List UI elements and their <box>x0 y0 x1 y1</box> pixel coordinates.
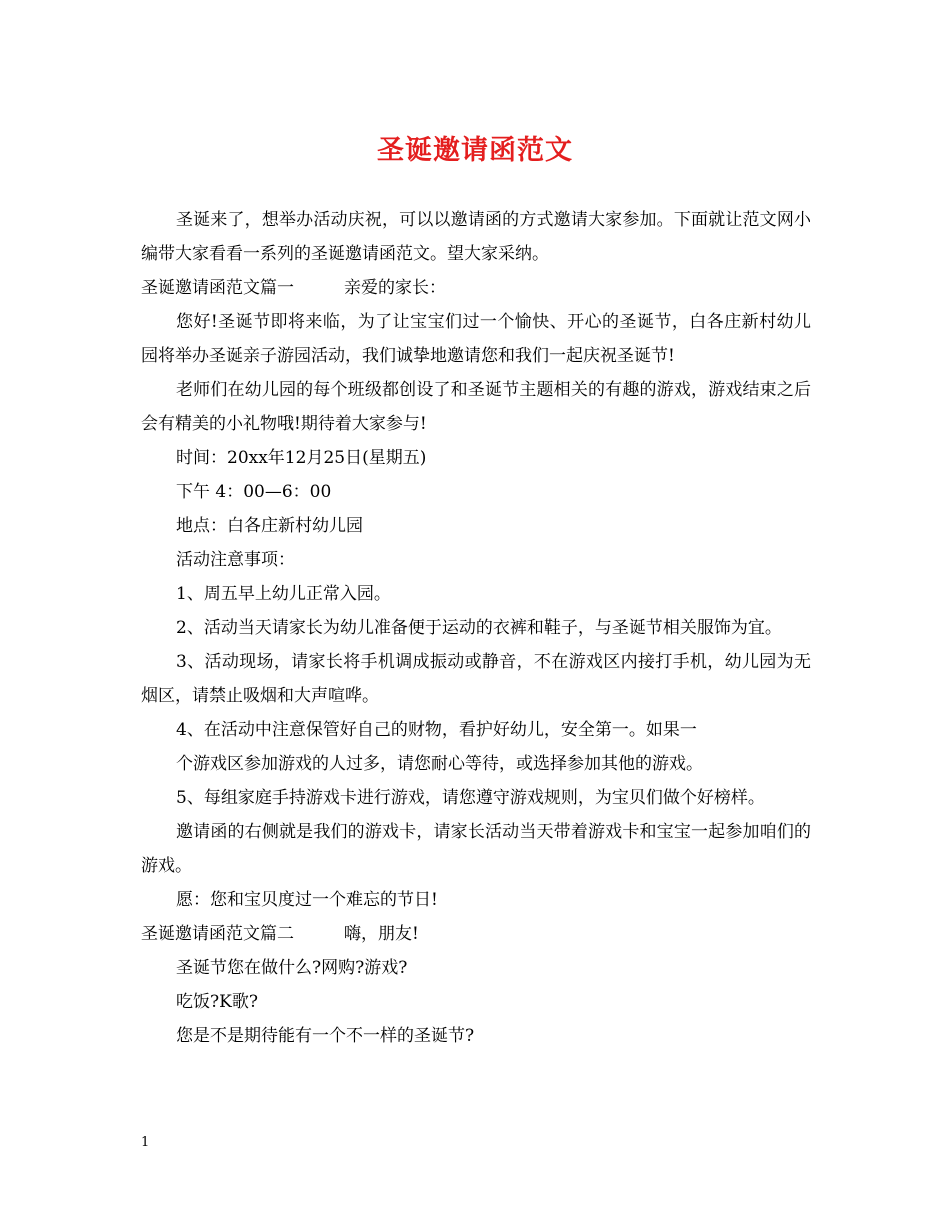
question-line-1: 圣诞节您在做什么?网购?游戏? <box>176 958 408 978</box>
note-item-4-line1: 4、在活动中注意保管好自己的财物，看护好幼儿，安全第一。如果一 <box>176 720 697 740</box>
section2-heading-line <box>141 917 811 951</box>
note-item-5: 5、每组家庭手持游戏卡进行游戏，请您遵守游戏规则，为宝贝们做个好榜样。 <box>176 788 765 808</box>
document-body <box>141 203 811 1053</box>
note-item-1: 1、周五早上幼儿正常入园。 <box>176 584 391 604</box>
place-line: 地点：白各庄新村幼儿园 <box>176 516 363 536</box>
greeting-paragraph: 您好!圣诞节即将来临，为了让宝宝们过一个愉快、开心的圣诞节，白各庄新村幼儿园将举办圣诞亲子游园活动，我们诚挚地邀请您和我们一起庆祝圣诞节! <box>141 312 811 366</box>
page-number: 1 <box>141 1135 150 1150</box>
hours-line: 下午 4：00—6：00 <box>176 482 332 502</box>
section1-salutation: 亲爱的家长： <box>344 278 446 298</box>
question-line-2: 吃饭?K歌? <box>176 992 258 1012</box>
intro-paragraph: 圣诞来了，想举办活动庆祝，可以以邀请函的方式邀请大家参加。下面就让范文网小编带大家看看一系列的圣诞邀请函范文。望大家采纳。 <box>141 210 811 264</box>
section1-heading: 圣诞邀请函范文篇一 <box>141 278 294 298</box>
section1-heading-line <box>141 271 811 305</box>
section2-salutation: 嗨，朋友! <box>344 924 419 944</box>
game-card-paragraph: 邀请函的右侧就是我们的游戏卡，请家长活动当天带着游戏卡和宝宝一起参加咱们的游戏。 <box>141 822 811 876</box>
wish-line: 愿：您和宝贝度过一个难忘的节日! <box>176 890 438 910</box>
section2-heading: 圣诞邀请函范文篇二 <box>141 924 294 944</box>
games-paragraph: 老师们在幼儿园的每个班级都创设了和圣诞节主题相关的有趣的游戏，游戏结束之后会有精美的小礼物哦!期待着大家参与! <box>141 380 811 434</box>
notes-heading: 活动注意事项： <box>176 550 295 570</box>
note-item-4-line2: 个游戏区参加游戏的人过多，请您耐心等待，或选择参加其他的游戏。 <box>176 754 703 774</box>
question-line-3: 您是不是期待能有一个不一样的圣诞节? <box>176 1026 475 1046</box>
note-item-3: 3、活动现场，请家长将手机调成振动或静音，不在游戏区内接打手机，幼儿园为无烟区，请禁止吸烟和大声喧哗。 <box>141 652 811 706</box>
document-title: 圣诞邀请函范文 <box>377 135 573 166</box>
note-item-2: 2、活动当天请家长为幼儿准备便于运动的衣裤和鞋子，与圣诞节相关服饰为宜。 <box>176 618 782 638</box>
time-line: 时间：20xx年12月25日(星期五) <box>176 448 427 468</box>
